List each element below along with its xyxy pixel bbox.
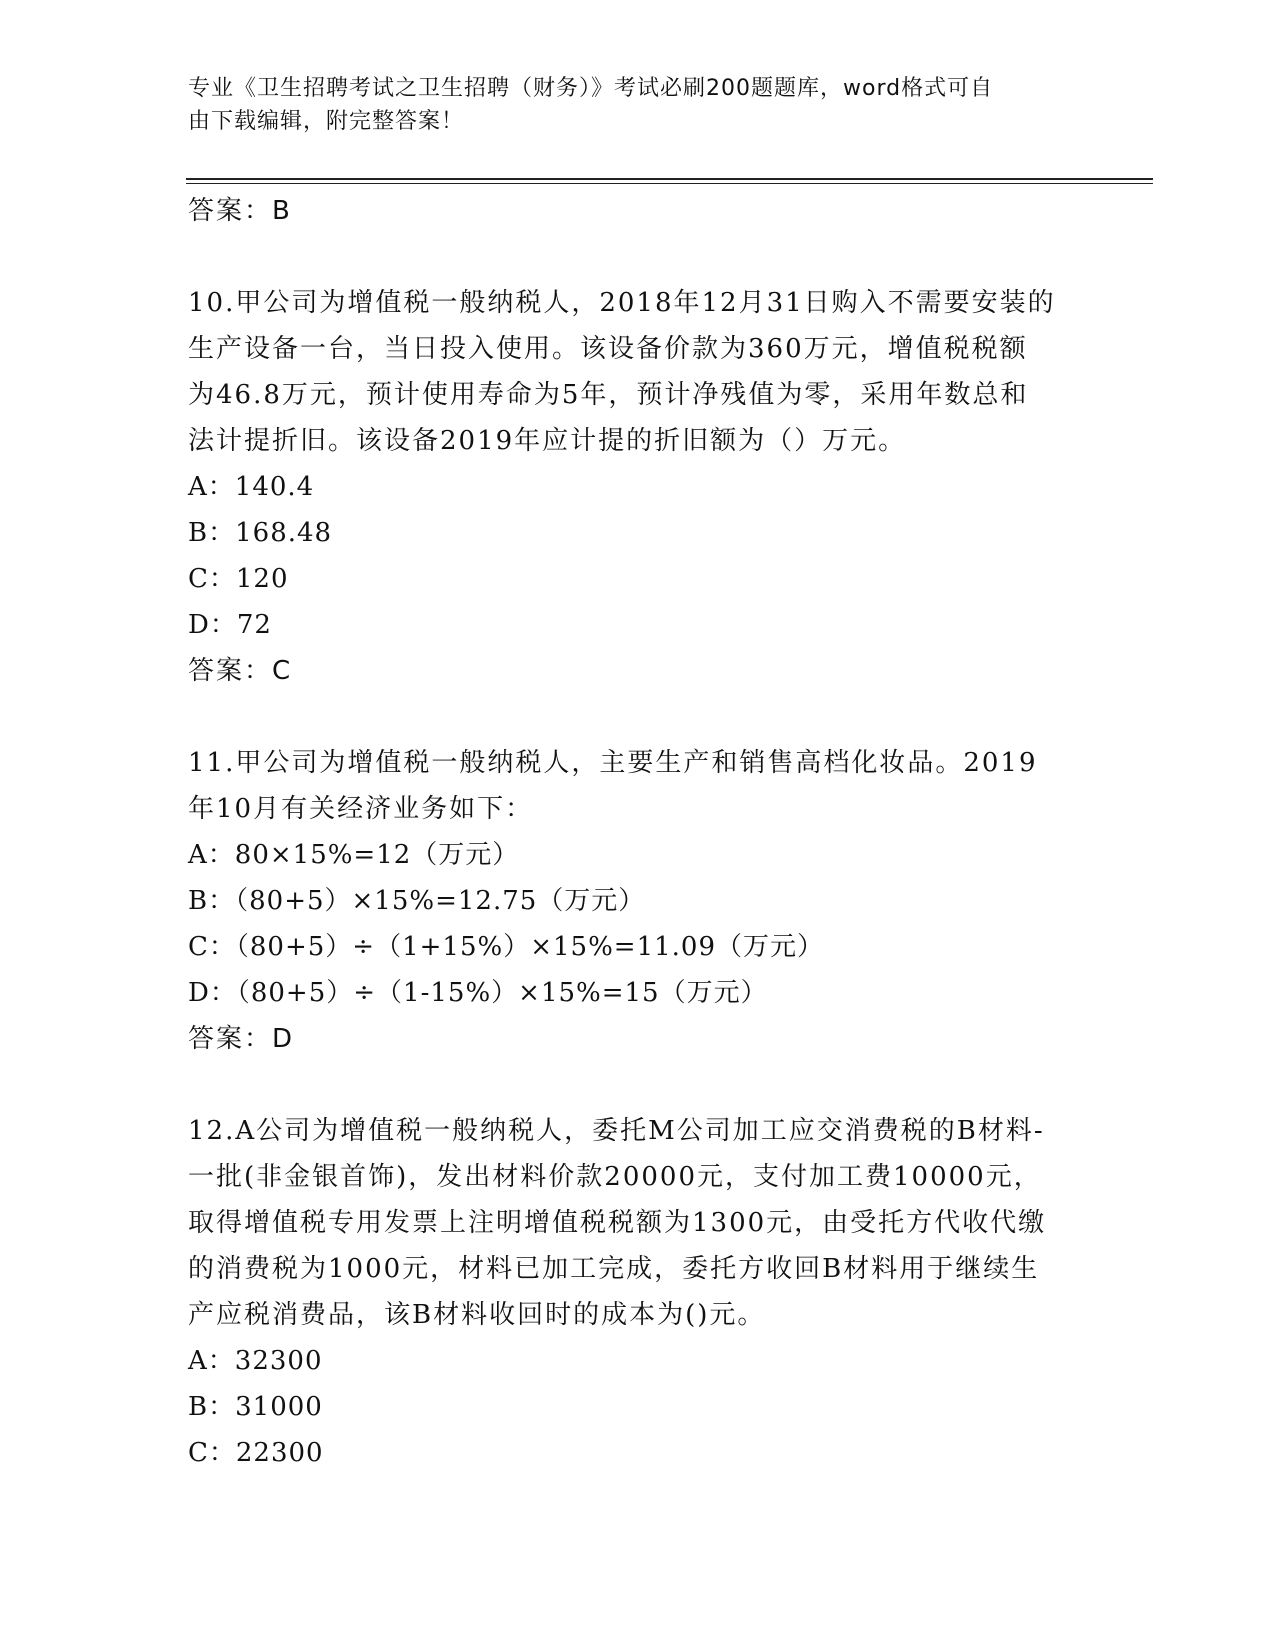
header-line-2: 由下载编辑，附完整答案！	[188, 109, 465, 134]
question-text-line: 为46.8万元，预计使用寿命为5年，预计净残值为零，采用年数总和	[188, 380, 1029, 410]
option-a: A：140.4	[188, 472, 315, 502]
option-a: A：80×15%=12（万元）	[188, 840, 520, 870]
option-a: A：32300	[188, 1346, 323, 1376]
option-d: D：72	[188, 610, 272, 640]
question-text-line: 12.A公司为增值税一般纳税人，委托M公司加工应交消费税的B材料-	[188, 1116, 1045, 1146]
question-12	[188, 1108, 1088, 1476]
header-line-1: 专业《卫生招聘考试之卫生招聘（财务）》考试必刷200题题库，word格式可自	[188, 76, 994, 101]
question-text-line: 产应税消费品，该B材料收回时的成本为()元。	[188, 1300, 766, 1330]
answer-10: 答案：C	[188, 656, 293, 686]
answer-11: 答案：D	[188, 1024, 295, 1054]
question-text-line: 11.甲公司为增值税一般纳税人，主要生产和销售高档化妆品。2019	[188, 748, 1038, 778]
previous-answer: 答案：B	[188, 196, 292, 226]
question-11	[188, 740, 1088, 1062]
option-b: B：（80+5）×15%=12.75（万元）	[188, 886, 646, 916]
question-text-line: 一批(非金银首饰)，发出材料价款20000元，支付加工费10000元，	[188, 1162, 1042, 1192]
question-text-line: 年10月有关经济业务如下：	[188, 794, 534, 824]
spacer	[188, 1062, 1088, 1108]
question-text-line: 生产设备一台，当日投入使用。该设备价款为360万元，增值税税额	[188, 334, 1028, 364]
option-b: B：31000	[188, 1392, 323, 1422]
option-c: C：22300	[188, 1438, 324, 1468]
option-c: C：（80+5）÷（1+15%）×15%=11.09（万元）	[188, 932, 824, 962]
option-d: D：（80+5）÷（1-15%）×15%=15（万元）	[188, 978, 768, 1008]
question-text-line: 10.甲公司为增值税一般纳税人，2018年12月31日购入不需要安装的	[188, 288, 1056, 318]
spacer	[188, 234, 1088, 280]
question-text-line: 的消费税为1000元，材料已加工完成，委托方收回B材料用于继续生	[188, 1254, 1040, 1284]
option-c: C：120	[188, 564, 289, 594]
question-content	[188, 188, 1088, 1476]
option-b: B：168.48	[188, 518, 333, 548]
question-10	[188, 280, 1088, 694]
header-divider-thin	[186, 183, 1153, 184]
question-text-line: 取得增值税专用发票上注明增值税税额为1300元，由受托方代收代缴	[188, 1208, 1047, 1238]
question-text-line: 法计提折旧。该设备2019年应计提的折旧额为（）万元。	[188, 426, 907, 456]
header-divider	[186, 178, 1153, 180]
spacer	[188, 694, 1088, 740]
page-header	[188, 72, 1088, 138]
